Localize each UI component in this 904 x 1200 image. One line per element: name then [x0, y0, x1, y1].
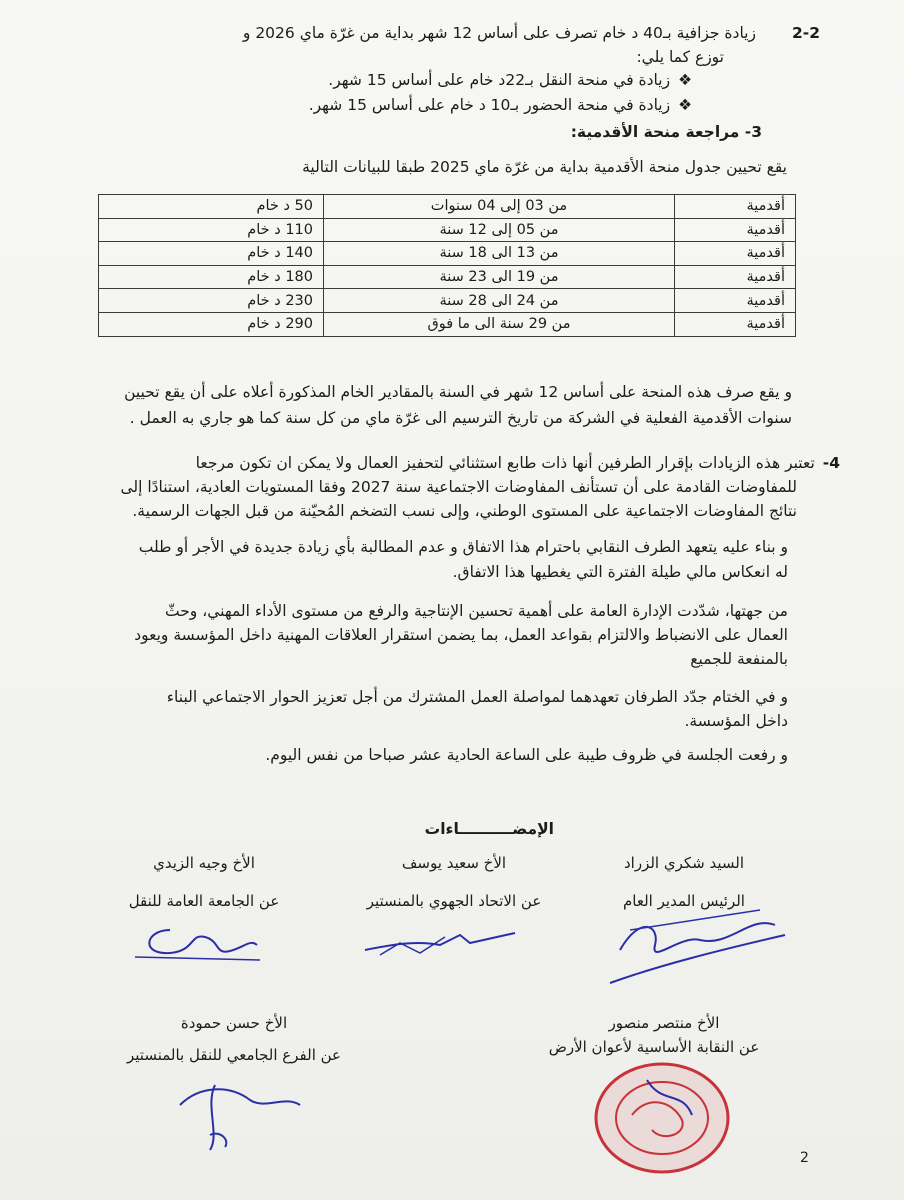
table-cell-amount: 290 د خام: [99, 312, 324, 336]
regional-union-signature: [360, 915, 520, 965]
session-end-para: و رفعت الجلسة في ظروف طيبة على الساعة الحادية عشر صباحا من نفس اليوم.: [265, 746, 788, 764]
signatory-name: الأخ منتصر منصور: [608, 1014, 720, 1032]
table-cell-amount: 230 د خام: [99, 289, 324, 313]
commit-para-line2: له انعكاس مالي طيلة الفترة التي يغطيها هذا الاتفاق.: [452, 563, 788, 581]
signatory-role: عن الاتحاد الجهوي بالمنستير: [366, 892, 542, 910]
signatory-regional-union-role: [344, 890, 564, 912]
signatory-name: الأخ سعيد يوسف: [401, 854, 507, 872]
table-cell-amount: 140 د خام: [99, 242, 324, 266]
table-row: [99, 195, 796, 219]
signatory-monastir-branch-role: [114, 1044, 354, 1066]
section-2-2-number: 2-2: [791, 24, 820, 42]
table-row: [99, 218, 796, 242]
seniority-table: [98, 194, 796, 337]
ceo-signature: [600, 895, 790, 995]
table-cell-range: من 19 الى 23 سنة: [324, 265, 675, 289]
union-stamp: [592, 1060, 732, 1175]
table-cell-type: أقدمية: [675, 195, 796, 219]
table-cell-range: من 29 سنة الى ما فوق: [324, 312, 675, 336]
monastir-branch-signature: [170, 1075, 310, 1155]
page-number: 2: [800, 1150, 809, 1166]
table-cell-type: أقدمية: [675, 265, 796, 289]
section-3-intro: يقع تحيين جدول منحة الأقدمية بداية من غرّة ماي 2025 طبقا للبيانات التالية: [302, 158, 787, 176]
table-cell-type: أقدمية: [675, 218, 796, 242]
section-2-2-line1: [243, 22, 820, 44]
signatory-role: عن النقابة الأساسية لأعوان الأرض: [548, 1038, 760, 1056]
signatory-name: السيد شكري الزراد: [623, 854, 745, 872]
section-2-2-text: زيادة جزافية بـ40 د خام تصرف على أساس 12 شهر بداية من غرّة ماي 2026 و: [242, 24, 756, 42]
table-row: [99, 265, 796, 289]
diamond-bullet-icon: ❖: [678, 71, 692, 89]
table-cell-range: من 05 إلى 12 سنة: [324, 218, 675, 242]
admin-para-line2: العمال على الانضباط والالتزام بقواعد العمل، بما يضمن استقرار العلاقات المهنية داخل المؤسسة ويعود: [134, 626, 788, 644]
section-3-heading: 3- مراجعة منحة الأقدمية:: [570, 123, 762, 141]
table-row: [99, 242, 796, 266]
table-row: [99, 289, 796, 313]
admin-para-line1: من جهتها، شدّدت الإدارة العامة على أهمية تحسين الإنتاجية والرفع من مستوى الأداء المهني، وحثّ: [165, 602, 788, 620]
section-4-line3: نتائج المفاوضات الاجتماعية على المستوى الوطني، وإلى نسب التضخم المُحيّنة من قبل الجهات الرسمية.: [132, 502, 797, 520]
table-cell-range: من 13 الى 18 سنة: [324, 242, 675, 266]
bullet-attendance: ❖ زيادة في منحة الحضور بـ10 د خام على أساس 15 شهر.: [308, 96, 692, 114]
closing-para-line1: و في الختام جدّد الطرفان تعهدهما لمواصلة العمل المشترك من أجل تعزيز الحوار الاجتماعي البناء: [166, 688, 788, 706]
table-row: [99, 312, 796, 336]
transport-federation-signature: [135, 915, 265, 965]
table-cell-amount: 50 د خام: [99, 195, 324, 219]
signatory-role: الرئيس المدير العام: [623, 892, 745, 910]
section-3-para-line1: و يقع صرف هذه المنحة على أساس 12 شهر في السنة بالمقادير الخام المذكورة أعلاه على أن يقع تحيين: [124, 383, 792, 401]
table-cell-amount: 110 د خام: [99, 218, 324, 242]
signatory-role: عن الفرع الجامعي للنقل بالمنستير: [127, 1046, 341, 1064]
table-cell-amount: 180 د خام: [99, 265, 324, 289]
commit-para-line1: و بناء عليه يتعهد الطرف النقابي باحترام هذا الاتفاق و عدم المطالبة بأي زيادة جديدة في الأجر أو طلب: [138, 538, 788, 556]
closing-para-line2: داخل المؤسسة.: [684, 712, 788, 730]
signatures-heading: الإمضــــــــــاءات: [424, 820, 554, 838]
table-cell-range: من 03 إلى 04 سنوات: [324, 195, 675, 219]
table-cell-type: أقدمية: [675, 289, 796, 313]
admin-para-line3: بالمنفعة للجميع: [690, 650, 788, 668]
section-4-line1: 4- تعتبر هذه الزيادات بإقرار الطرفين أنها ذات طابع استثنائي لتحفيز العمال ولا يمكن ان تكون مرجعا: [195, 454, 840, 472]
signatory-regional-union: [354, 852, 554, 874]
signatory-ground-staff-union-role: [524, 1036, 784, 1058]
signatory-role: عن الجامعة العامة للنقل: [128, 892, 280, 910]
signatory-monastir-branch: [134, 1012, 334, 1034]
signatory-name: الأخ حسن حمودة: [180, 1014, 288, 1032]
signatory-transport-federation-role: [104, 890, 304, 912]
section-2-2-line2: توزع كما يلي:: [636, 48, 724, 66]
diamond-bullet-icon: ❖: [678, 96, 692, 114]
bullet-transport: ❖ زيادة في منحة النقل بـ22د خام على أساس 15 شهر.: [328, 71, 692, 89]
section-4-line2: للمفاوضات القادمة على أن تستأنف المفاوضات الاجتماعية سنة 2027 وفقا المستويات العادية، استنادًا إلى: [120, 478, 797, 496]
signatory-ceo: [594, 852, 774, 874]
signatory-transport-federation: [114, 852, 294, 874]
signatory-ground-staff-union: [554, 1012, 774, 1034]
signatory-name: الأخ وجيه الزيدي: [153, 854, 255, 872]
section-3-para-line2: سنوات الأقدمية الفعلية في الشركة من تاريخ الترسيم الى غرّة ماي من كل سنة كما هو جاري به العمل .: [129, 409, 792, 427]
table-cell-range: من 24 الى 28 سنة: [324, 289, 675, 313]
section-4-number: 4-: [822, 454, 840, 472]
table-cell-type: أقدمية: [675, 312, 796, 336]
table-cell-type: أقدمية: [675, 242, 796, 266]
